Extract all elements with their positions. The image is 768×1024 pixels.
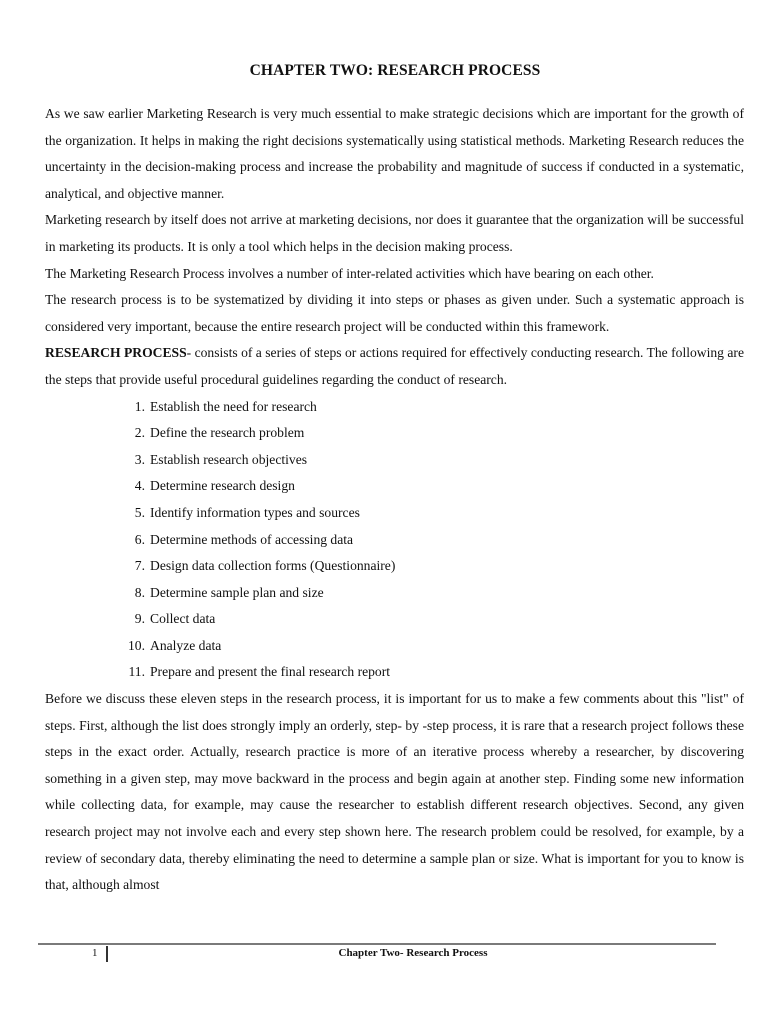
list-item	[45, 633, 744, 660]
list-item-number: 6.	[134, 531, 145, 547]
intro-paragraph-1: As we saw earlier Marketing Research is very much essential to make strategic decisions which are important for the growth of the organization. It helps in making the right decisions systematically using statistical methods. Marketing Research reduces the uncertainty in the decision-making process and increase the probability and magnitude of success if conducted in a systematic, analytical, and objective manner.	[45, 106, 744, 201]
list-item	[45, 527, 744, 554]
research-process-paragraph	[45, 340, 744, 393]
list-item-text: Prepare and present the final research report	[150, 664, 391, 680]
list-item-text: Analyze data	[150, 637, 222, 653]
list-item-text: Establish the need for research	[150, 398, 317, 414]
list-item-number: 10.	[128, 637, 145, 653]
list-item-text: Collect data	[150, 611, 216, 627]
list-item	[45, 580, 744, 607]
list-item-number: 9.	[134, 611, 145, 627]
list-item-number: 8.	[134, 584, 145, 600]
list-item-text: Identify information types and sources	[150, 504, 360, 520]
list-item-number: 3.	[134, 451, 145, 467]
list-item-text: Determine research design	[150, 478, 295, 494]
list-item	[45, 500, 744, 527]
list-item-text: Define the research problem	[150, 425, 305, 441]
list-item	[45, 473, 744, 500]
list-item	[45, 606, 744, 633]
research-process-lead: RESEARCH PROCESS	[45, 345, 187, 361]
list-item-number: 5.	[134, 504, 145, 520]
list-item	[45, 447, 744, 474]
intro-paragraph-3: The Marketing Research Process involves a number of inter-related activities which have bearing on each other.	[45, 265, 654, 281]
list-item-text: Determine sample plan and size	[150, 584, 324, 600]
list-item-number: 1.	[134, 398, 145, 414]
steps-list	[45, 394, 744, 687]
intro-paragraph-2: Marketing research by itself does not arrive at marketing decisions, nor does it guarantee that the organization will be successful in marketing its products. It is only a tool which helps in the decision making process.	[45, 212, 744, 254]
list-item-text: Design data collection forms (Questionnaire)	[150, 558, 396, 574]
closing-paragraph: Before we discuss these eleven steps in the research process, it is important for us to make a few comments about this "list" of steps. First, although the list does strongly imply an orderly, step- by -step process, it is rare that a research project follows these steps in the exact order. Actually, research practice is more of an iterative process whereby a researcher, by discovering something in a given step, may move backward in the process and begin again at another step. Finding some new information while collecting data, for example, may cause the researcher to establish different research objectives. Second, any given research project may not involve each and every step shown here. The research problem could be resolved, for example, by a review of secondary data, thereby eliminating the need to determine a sample plan or size. What is important for you to know is that, although almost	[45, 691, 744, 893]
list-item-text: Determine methods of accessing data	[150, 531, 354, 547]
list-item	[45, 553, 744, 580]
chapter-title: CHAPTER TWO: RESEARCH PROCESS	[249, 62, 541, 79]
list-item-number: 7.	[134, 558, 145, 574]
list-item	[45, 420, 744, 447]
list-item-text: Establish research objectives	[150, 451, 308, 467]
body-text	[45, 101, 744, 899]
research-process-text: - consists of a series of steps or actions required for effectively conducting research. The following are the steps that provide useful procedural guidelines regarding the conduct of research.	[45, 345, 744, 387]
intro-paragraph-4: The research process is to be systematized by dividing it into steps or phases as given under. Such a systematic approach is considered very important, because the entire research project will be conducted within this framework.	[45, 292, 744, 334]
list-item	[45, 659, 744, 686]
list-item	[45, 394, 744, 421]
list-item-number: 4.	[134, 478, 145, 494]
footer-running-title: Chapter Two- Research Process	[338, 947, 488, 959]
list-item-number: 2.	[134, 425, 145, 441]
footer-page-number: 1	[92, 947, 98, 959]
footer-divider	[38, 943, 716, 945]
list-item-number: 11.	[128, 664, 145, 680]
